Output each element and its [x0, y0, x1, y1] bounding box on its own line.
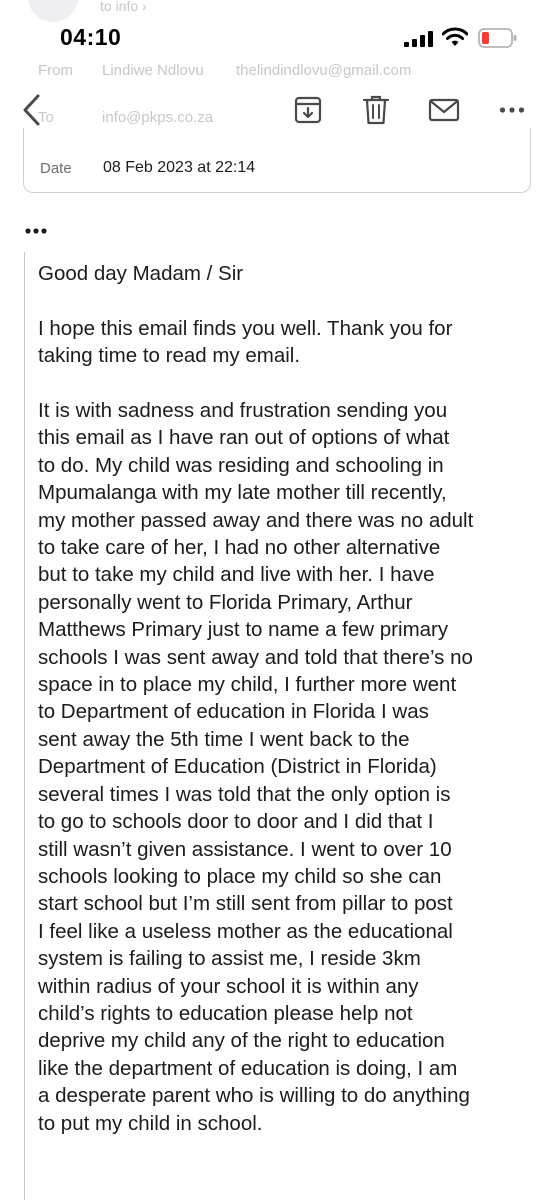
date-label: Date: [40, 160, 72, 177]
envelope-icon: [428, 98, 460, 122]
message-header-card: [23, 128, 531, 193]
from-label: From: [38, 62, 73, 79]
status-bar: [0, 0, 554, 70]
trash-icon: [362, 94, 390, 126]
status-time: 04:10: [60, 24, 122, 50]
mark-unread-button[interactable]: [424, 90, 464, 130]
paragraph-2: It is with sadness and frustration sending you this email as I have ran out of options of what to do. My child was residing and schooling in Mpumalanga with my late mother till recently, my mother passed away and there was no adult to take care of her, I had no other alternative but to take my child and live with her. I have personally went to Florida Primary, Arthur Matthews Primary just to name a few primary schools I was sent away and told that there’s no space in to place my child, I further more went to Department of education in Florida I was sent away the 5th time I went back to the Department of Education (District in Florida) several times I was told that the only option is to go to schools door to door and I did that I still wasn’t given assistance. I went to over 10 schools looking to place my child so she can start school but I’m still sent from pillar to post I feel like a useless mother as the educational system is failing to assist me, I reside 3km within radius of your school it is within any child’s rights to education please help not deprive my child any of the right to education like the department of education is doing, I am a desperate parent who is willing to do anything to put my child in school.: [38, 399, 474, 1135]
greeting: Good day Madam / Sir: [38, 262, 244, 285]
show-quoted-text-button[interactable]: [24, 226, 50, 236]
quote-divider: [24, 252, 25, 1200]
paragraph-1: I hope this email finds you well. Thank you for taking time to read my email.: [38, 316, 453, 368]
recipient-summary: to info ›: [100, 0, 147, 14]
mail-toolbar: [0, 84, 554, 134]
wifi-icon: [442, 27, 468, 47]
more-button[interactable]: [492, 90, 532, 130]
from-name[interactable]: Lindiwe Ndlovu: [102, 62, 204, 79]
back-button[interactable]: [12, 90, 52, 130]
chevron-left-icon: [21, 94, 43, 126]
from-address[interactable]: thelindindlovu@gmail.com: [236, 62, 412, 79]
message-body: [38, 260, 554, 1137]
ellipsis-icon: [499, 106, 525, 114]
cellular-signal-icon: [404, 31, 434, 47]
to-label: To: [38, 109, 54, 126]
archive-icon: [293, 95, 323, 125]
date-value: 08 Feb 2023 at 22:14: [103, 159, 256, 176]
delete-button[interactable]: [356, 90, 396, 130]
archive-button[interactable]: [288, 90, 328, 130]
to-address[interactable]: info@pkps.co.za: [102, 109, 214, 126]
ellipsis-icon: [25, 228, 30, 233]
battery-low-icon: [478, 28, 518, 48]
